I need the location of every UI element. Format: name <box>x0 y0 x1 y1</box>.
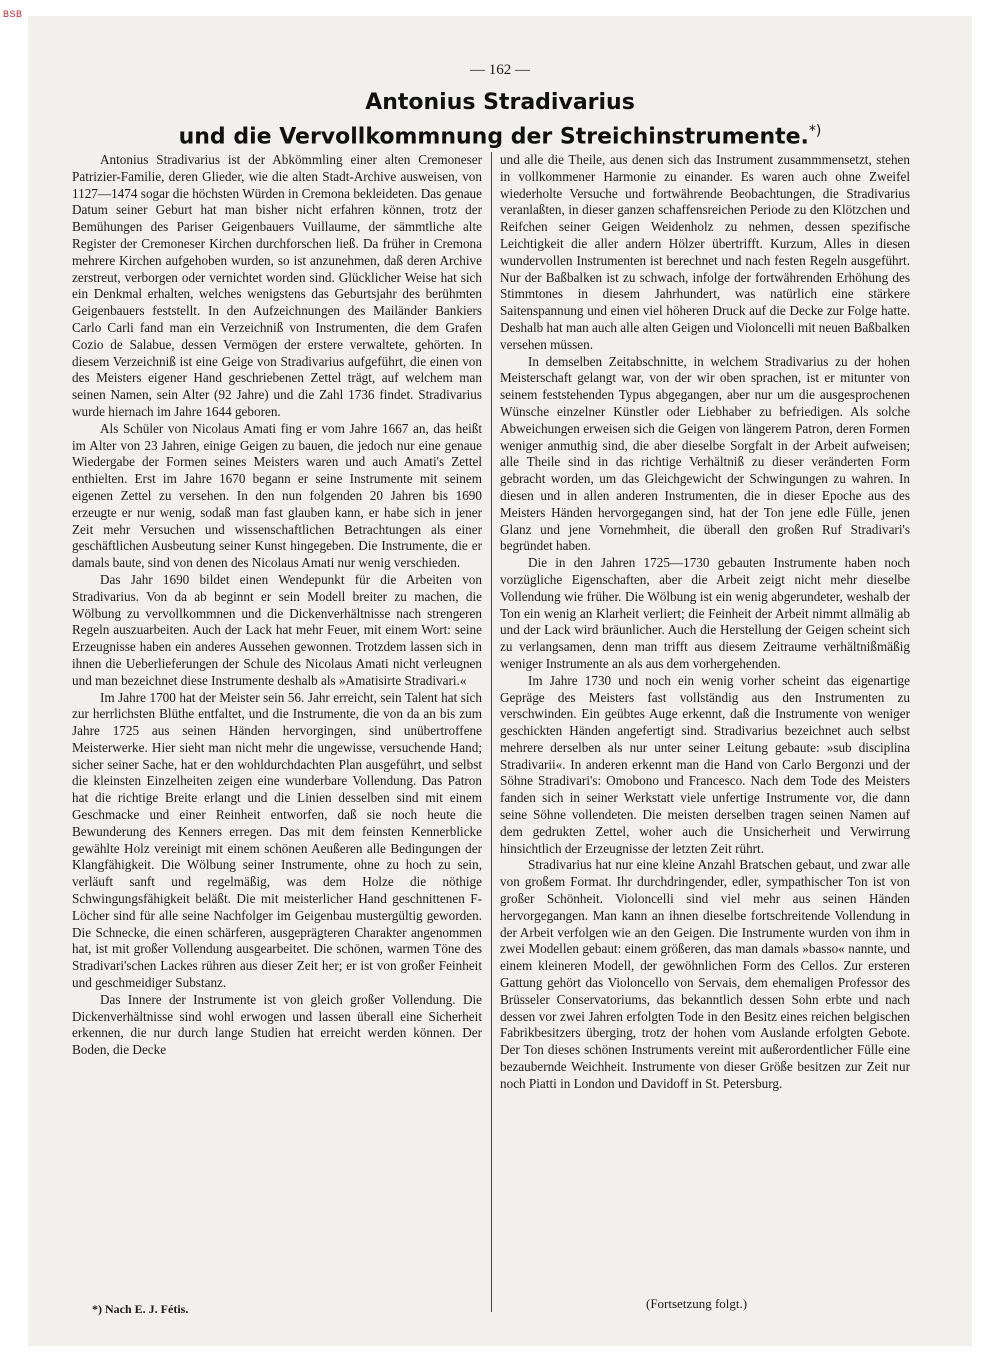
footnote: *) Nach E. J. Fétis. <box>92 1302 189 1316</box>
paragraph: Die in den Jahren 1725—1730 gebauten Instrumente haben noch vorzügliche Eigenschaften, aber die Arbeit zeigt nicht mehr dieselbe Vollendung wie früher. Die Wölbung ist ein wenig abgerundeter, weshalb der Ton ein wenig an Klarheit verliert; die Feinheit der Arbeit nimmt allmälig ab und der Lack wird bräunlicher. Auch die Herstellung der Geigen scheint sich zu verlangsamen, denn man trifft aus diesem Zeitraume verhältnißmäßig weniger Instrumente an als aus dem vorhergehenden. <box>500 555 910 671</box>
continuation-note: (Fortsetzung folgt.) <box>646 1296 748 1311</box>
paragraph: Das Jahr 1690 bildet einen Wendepunkt für die Arbeiten von Stradivarius. Von da ab beginnt er sein Modell breiter zu machen, die Wölbung zu vervollkommnen und die Dickenverhältnisse nach strengeren Regeln auszuarbeiten. Auch der Lack hat mehr Feuer, mit einem Wort: seine Erzeugnisse haben ein anderes Aussehen gewonnen. Trotzdem lassen sich in ihnen die Ueberlieferungen der Schule des Nicolaus Amati nicht verleugnen und man bezeichnet diese Instrumente deshalb als »Amatisirte Stradivari.« <box>72 571 482 688</box>
page-number: — 162 — <box>470 62 530 78</box>
article-title <box>0 88 1000 151</box>
title-line-2: und die Vervollkommnung der Streichinstrumente. <box>178 124 809 150</box>
column-divider <box>491 152 492 1312</box>
title-line-1: Antonius Stradivarius <box>365 90 635 115</box>
paragraph: Stradivarius hat nur eine kleine Anzahl Bratschen gebaut, und zwar alle von großem Format. Ihr durchdringender, edler, sympathischer Ton ist von großer Schönheit. Violoncelli sind viel mehr aus seinen Händen hervorgegangen. Man kann an ihnen dieselbe fortschreitende Vollendung in der Arbeit verfolgen wie an den Geigen. Die Instrumente wurden von ihm in zwei Modellen gebaut: einem größeren, das man damals »basso« nannte, und einem kleineren Modell, der gewöhnlichen Form des Cellos. Zur ersteren Gattung gehört das Violoncello von Servais, dem ehemaligen Professor des Brüsseler Conservatoriums, das bekanntlich dessen Sohn erbte und nach dessen vor zwei Jahren erfolgten Tode in den Besitz eines reichen belgischen Fabrikbesitzers überging, trotz der hohen vom Auslande erfolgten Gebote. Der Ton dieses schönen Instruments vereint mit außerordentlicher Fülle eine bezaubernde Weichheit. Instrumente von dieser Größe besitzen zur Zeit nur noch Piatti in London und Davidoff in St. Petersburg. <box>500 857 910 1091</box>
paragraph: In demselben Zeitabschnitte, in welchem Stradivarius zu der hohen Meisterschaft gelangt war, von der wir oben sprachen, ist er mitunter von seinem feststehenden Typus abgegangen, aber nur um die ausgesprochenen Wünsche einzelner Künstler oder Liebhaber zu befriedigen. Als solche Abweichungen erweisen sich die Geigen von längerem Patron, deren Formen weniger anmuthig sind, die aber dieselbe Sorgfalt in der Arbeit aufweisen; alle Theile sind in das richtige Verhältniß zu dieser veränderten Form gebracht worden, um das Gleichgewicht der Schwingungen zu wahren. In diesen und in allen anderen Instrumenten, die in dieser Epoche aus des Meisters Händen hervorgegangen sind, hat der Ton jene edle Fülle, jenen Glanz und jene Vornehmheit, die überall den großen Ruf Stradivari's begründet haben. <box>500 353 910 554</box>
left-column <box>72 152 482 1059</box>
paragraph: und alle die Theile, aus denen sich das Instrument zusammmensetzt, stehen in vollkommener Harmonie zu einander. Es waren auch ohne Zweifel wiederholte Versuche und fortwährende Beobachtungen, die Stradivarius veranlaßten, in dieser ganzen schaffensreichen Periode zu den Klötzchen und Reifchen seiner Geigen Weidenholz zu nehmen, dessen spezifische Leichtigkeit die aller andern Hölzer übertrifft. Kurzum, Alles in diesen wundervollen Instrumenten ist berechnet und nach festen Regeln ausgeführt. Nur der Baßbalken ist zu schwach, infolge der fortwährenden Erhöhung des Stimmtones in diesem Jahrhundert, was natürlich eine stärkere Saitenspannung und einen viel höheren Druck auf die Decke zur Folge hatte. Deshalb hat man auch alle alten Geigen und Violoncelli mit neuen Baßbalken versehen müssen. <box>500 152 910 352</box>
library-stamp: BSB <box>3 9 23 19</box>
paragraph: Antonius Stradivarius ist der Abkömmling einer alten Cremoneser Patrizier-Familie, deren Glieder, wie die alten Stadt-Archive ausweisen, von 1127—1474 sogar die höchsten Würden in Cremona bekleideten. Das genaue Datum seiner Geburt hat man bisher nicht erfahren können, trotz der Bemühungen des Pariser Geigenbauers Vuillaume, der sämmtliche alte Register der Cremoneser Kirchen durchforschen ließ. Da früher in Cremona mehrere Kirchen aufgehoben wurden, so ist anzunehmen, daß deren Archive zerstreut, verborgen oder vernichtet worden sind. Glücklicher Weise hat sich ein Denkmal erhalten, welches wenigstens das Geburtsjahr des berühmten Geigenbauers feststellt. In den Aufzeichnungen des Mailänder Bankiers Carlo Carli fand man ein Verzeichniß von Instrumenten, die dem Grafen Cozio de Salabue, dessen Vermögen der erstere verwaltete, gehörten. In diesem Verzeichniß ist eine Geige von Stradivarius aufgeführt, die einen von des Meisters eigener Hand geschriebenen Zettel trägt, auf welchem man seinen Namen, sein Alter (92 Jahre) und die Zahl 1736 findet. Stradivarius wurde hiernach im Jahre 1644 geboren. <box>72 152 482 419</box>
paragraph: Im Jahre 1730 und noch ein wenig vorher scheint das eigenartige Gepräge des Meisters fast vollständig aus den Instrumenten zu verschwinden. Ein geübtes Auge erkennt, daß die Instrumente von weniger geschickten Händen angefertigt sind. Stradivarius bezeichnet auch selbst mehrere derselben als nur unter seiner Leitung gebaute: »sub disciplina Stradivarii«. In anderen erkennt man die Hand von Carlo Bergonzi und der Söhne Stradivari's: Omobono und Francesco. Nach dem Tode des Meisters fanden sich in seiner Werkstatt viele unfertige Instrumente vor, die dann seine Söhne vollendeten. Die meisten derselben tragen seinen Namen auf dem gedrukten Zettel, woher auch die Unsicherheit und Verwirrung hinsichtlich der Erzeugnisse der letzten Zeit rührt. <box>500 672 910 856</box>
right-column <box>500 152 910 1093</box>
paragraph: Im Jahre 1700 hat der Meister sein 56. Jahr erreicht, sein Talent hat sich zur herrlichsten Blüthe entfaltet, und die Instrumente, die von da an bis zum Jahre 1725 aus seinen Händen hervorgingen, sind unübertroffene Meisterwerke. Hier sieht man nicht mehr die ungewisse, versuchende Hand; sicher seiner Sache, hat er den wohldurchdachten Plan ausgeführt, und selbst die kleinsten Einzelheiten zeigen eine wunderbare Vollendung. Das Patron hat die richtige Breite erlangt und die Linien desselben sind mit einem Geschmacke und einer Reinheit entworfen, daß sie noch heute die Bewunderung des Kenners erregen. Das mit dem feinsten Kennerblicke gewählte Holz vereinigt mit einem schönen Aeußeren alle Bedingungen der Klangfähigkeit. Die Wölbung seiner Instrumente, ohne zu hoch zu sein, verläuft sanft und regelmäßig, was dem Holze die nöthige Schwingungsfähigkeit beläßt. Die mit meisterlicher Hand geschnittenen F-Löcher sind für alle seine Nachfolger im Geigenbau mustergültig geworden. Die Schnecke, die einen schärferen, ausgeprägteren Charakter angenommen hat, ist mit großer Vollendung ausgearbeitet. Die schönen, warmen Töne des Stradivari'schen Lackes rühren aus dieser Zeit her; er ist von großer Feinheit und geschmeidiger Substanz. <box>72 689 482 991</box>
paragraph: Als Schüler von Nicolaus Amati fing er vom Jahre 1667 an, das heißt im Alter von 23 Jahren, einige Geigen zu bauen, die jedoch nur eine genaue Wiedergabe der Formen seines Meisters waren und auch Amati's Zettel enthielten. Erst im Jahre 1670 begann er seine Instrumente mit seinem eigenen Zettel zu versehen. In den nun folgenden 20 Jahren bis 1690 erzeugte er nur wenig, sodaß man fast glauben kann, er habe sich in jener Zeit mehr Versuchen und wissenschaftlichen Betrachtungen als einer geschäftlichen Ausbeutung seiner Kunst hingegeben. Die Instrumente, die er damals baute, sind von denen des Nicolaus Amati nur wenig verschieden. <box>72 420 482 571</box>
paragraph: Das Innere der Instrumente ist von gleich großer Vollendung. Die Dickenverhältnisse sind wohl erwogen und lassen überall eine Sicherheit erkennen, die nur durch lange Studien hat erreicht werden können. Der Boden, die Decke <box>72 991 482 1058</box>
title-footnote-ref: *) <box>808 123 822 139</box>
